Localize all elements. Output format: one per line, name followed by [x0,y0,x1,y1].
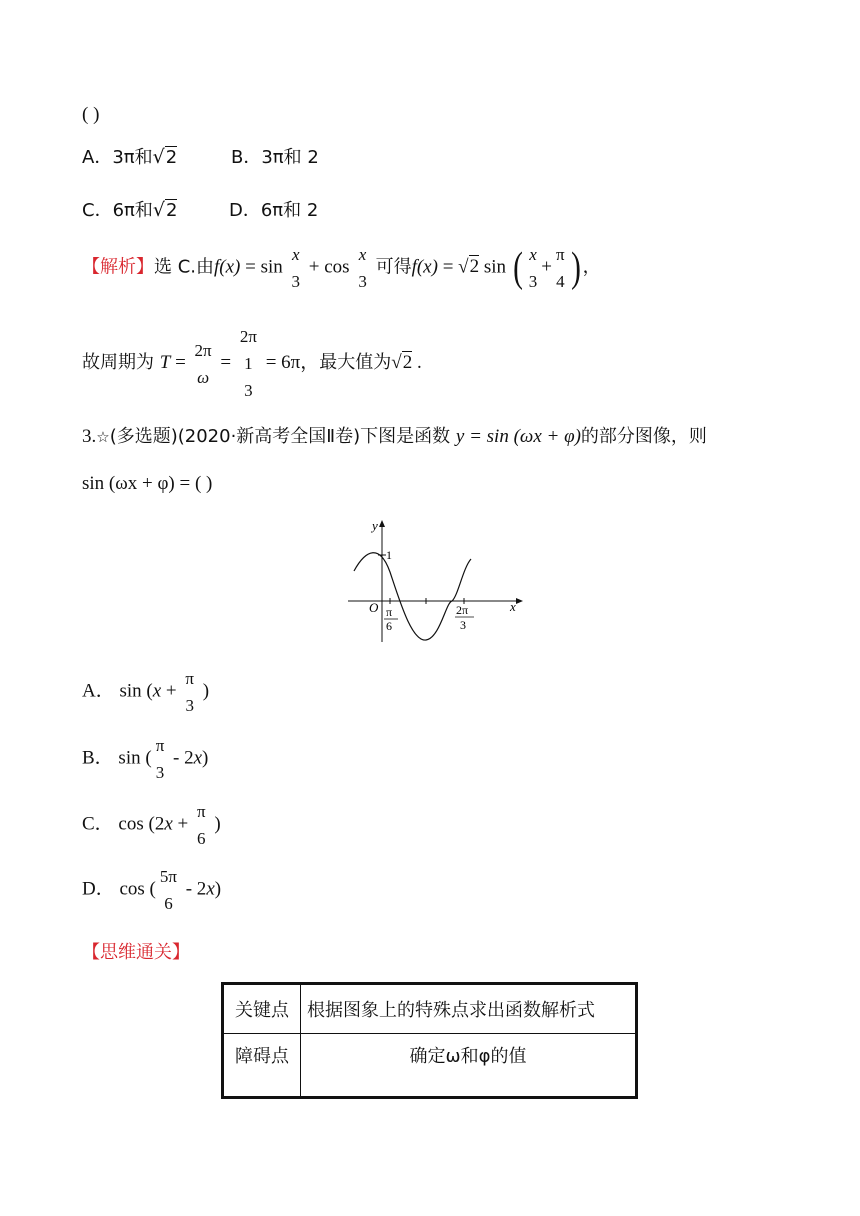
row1-key: 关键点 [223,984,301,1034]
choice-c: C． cos (2x + π 6 ) [82,802,221,848]
sin: sin [479,256,507,278]
comma: ， [582,256,601,278]
thinking-tag: 【思维通关】 [82,942,190,963]
period-end: . [412,351,422,373]
analysis-tag: 【解析】 [82,256,154,278]
question-desc-2: 的部分图像，则 [580,426,707,447]
plus: + [541,256,553,278]
option-c-root: 2 [165,200,178,221]
question-3-line-2: sin (ωx + φ) = ( ) [82,473,213,494]
fx-2: f(x) [411,256,438,278]
period-text: 故周期为 [82,351,160,373]
eq-sin: = sin [240,256,288,278]
x-axis-arrow [516,598,523,604]
frac-x-3c: x 3 [528,245,538,291]
row2-key: 障碍点 [223,1034,301,1098]
choice-d: D． cos ( 5π 6 - 2x) [82,867,222,913]
max-text: 最大值为 [319,351,392,373]
question-desc: (多选题)(2020·新高考全国Ⅱ卷)下图是函数 [109,426,456,447]
star-icon: ☆ [96,428,110,446]
frac-2pi-omega: 2π ω [194,340,212,387]
sine-curve [354,553,471,640]
tick2-num: 2π [456,603,469,617]
choice-a: A． sin (x + π 3 ) [82,669,210,715]
y-axis-arrow [379,520,385,527]
frac-pi-4: π 4 [556,245,565,291]
option-a-root: 2 [165,147,178,168]
function-graph [340,514,530,649]
root-2: 2 [469,256,480,278]
row2-value: 确定ω和φ的值 [301,1034,637,1098]
fx: f(x) [214,256,241,278]
left-bracket: ( [512,245,523,291]
one-label: 1 [386,548,392,562]
tick1-den: 6 [386,619,392,633]
option-a-label: A．3π和 [82,147,153,168]
frac-2pi-over-third: 2π 1 3 [239,327,257,400]
analysis-line-2: 故周期为 T = 2π ω = 2π 1 3 = 6π，最大值为√2 . [82,327,422,400]
origin-label: O [369,600,379,615]
thinking-table [221,982,638,1099]
question-number: 3. [82,426,97,447]
choice-b: B． sin ( π 3 - 2x) [82,736,209,782]
x-label: x [510,599,516,614]
root-2b: 2 [402,351,413,373]
question-3-line-1 [82,422,707,448]
frac-x-3b: x 3 [358,245,367,291]
option-a: A．3π和√2 [82,146,178,168]
T-var: T [159,351,171,373]
six-pi: = 6π， [265,351,320,373]
tick1-num: π [386,605,393,619]
option-c-label: C．6π和 [82,200,153,221]
eq: = [437,256,459,278]
option-c: C．6π和√2 [82,199,178,221]
tick2-den: 3 [460,618,466,632]
analysis-line-1: 【解析】选 C.由f(x) = sin x 3 + cos x 3 可得f(x) = √2 sin ( x 3 + π 4 ) ， [82,245,601,291]
frac-x-3: x 3 [291,245,301,291]
question-paren: ( ) [82,104,100,125]
y-label: y [372,518,378,533]
question-func: y = sin (ωx + φ) [455,426,581,447]
option-d: D．6π和 2 [229,200,319,221]
right-bracket: ) [570,245,581,291]
plus-cos: + cos [308,256,355,278]
analysis-text-a: 选 C.由 [154,256,215,278]
row1-value: 根据图象上的特殊点求出函数解析式 [301,984,637,1034]
can-get: 可得 [375,256,412,278]
option-b: B．3π和 2 [231,147,319,168]
